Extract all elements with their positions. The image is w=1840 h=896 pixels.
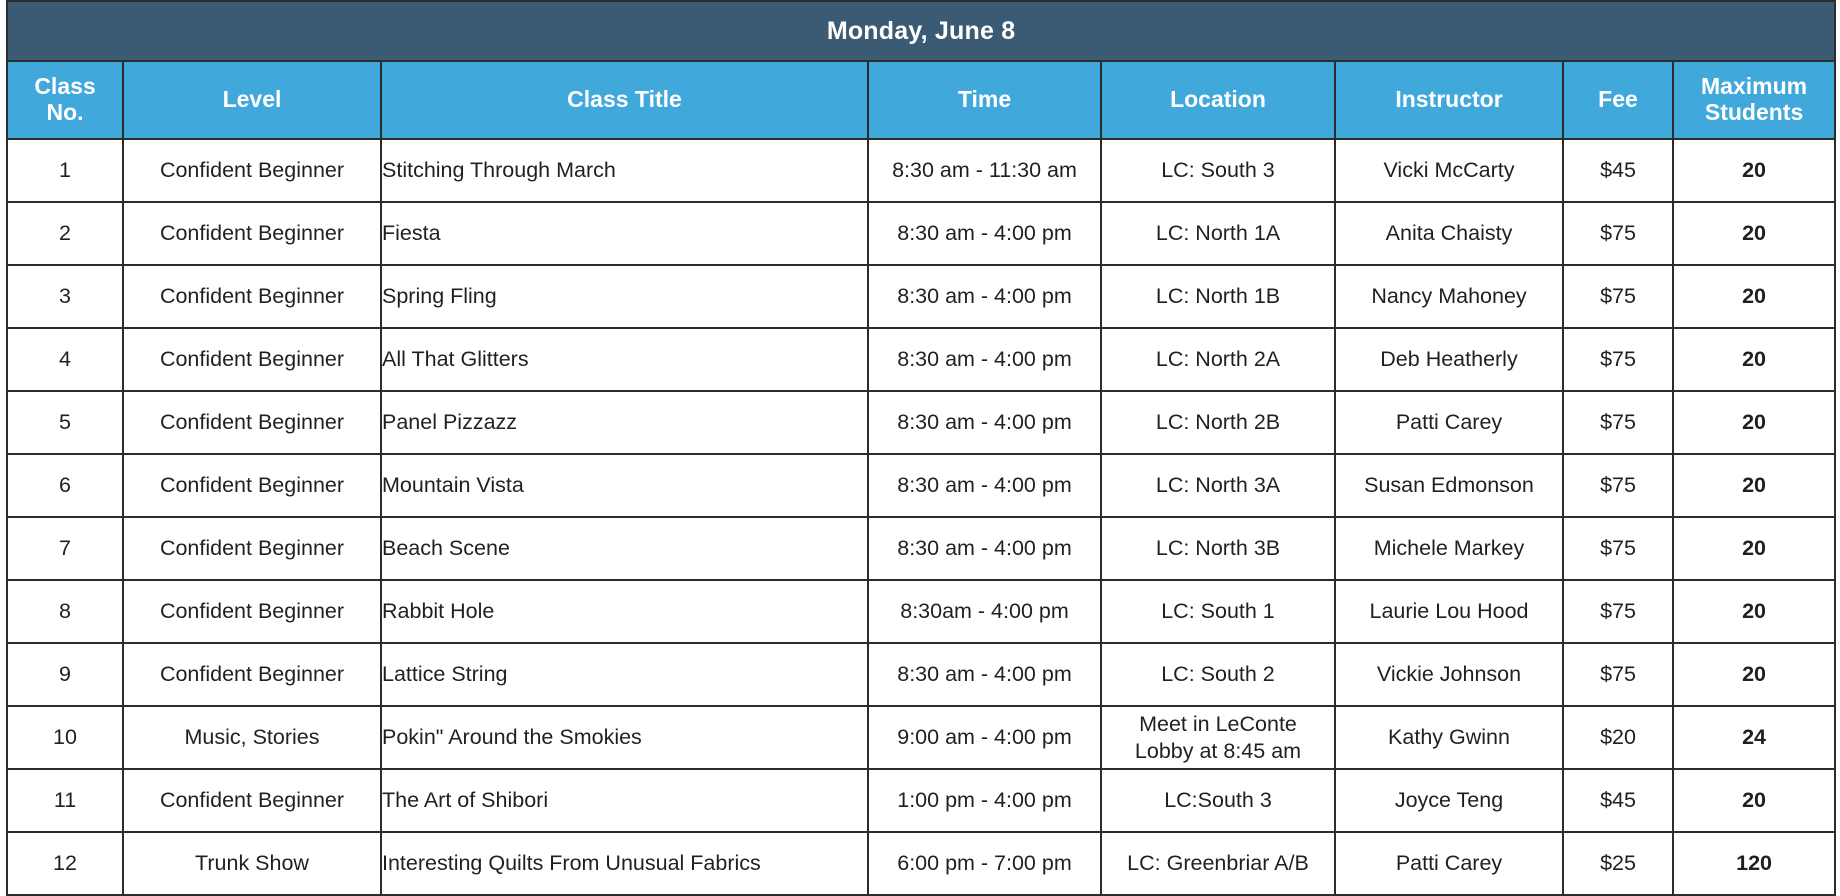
table-row bbox=[7, 328, 1835, 391]
cell-maximum-students: 20 bbox=[1673, 391, 1835, 454]
cell-level: Confident Beginner bbox=[123, 769, 381, 832]
cell-class-no: 6 bbox=[7, 454, 123, 517]
cell-time: 8:30 am - 4:00 pm bbox=[868, 265, 1101, 328]
table-row bbox=[7, 454, 1835, 517]
cell-class-no: 10 bbox=[7, 706, 123, 769]
cell-instructor: Vickie Johnson bbox=[1335, 643, 1563, 706]
column-header-time: Time bbox=[868, 61, 1101, 139]
cell-location: LC: Greenbriar A/B bbox=[1101, 832, 1335, 895]
cell-instructor: Kathy Gwinn bbox=[1335, 706, 1563, 769]
class-schedule-table bbox=[6, 0, 1836, 896]
cell-level: Trunk Show bbox=[123, 832, 381, 895]
cell-class-no: 12 bbox=[7, 832, 123, 895]
cell-class-title: Interesting Quilts From Unusual Fabrics bbox=[381, 832, 868, 895]
cell-maximum-students: 20 bbox=[1673, 202, 1835, 265]
column-header-class-title: Class Title bbox=[381, 61, 868, 139]
cell-maximum-students: 20 bbox=[1673, 769, 1835, 832]
cell-time: 8:30 am - 4:00 pm bbox=[868, 643, 1101, 706]
cell-fee: $45 bbox=[1563, 769, 1673, 832]
cell-location: LC: South 2 bbox=[1101, 643, 1335, 706]
cell-fee: $75 bbox=[1563, 580, 1673, 643]
cell-time: 1:00 pm - 4:00 pm bbox=[868, 769, 1101, 832]
cell-maximum-students: 20 bbox=[1673, 454, 1835, 517]
table-row bbox=[7, 139, 1835, 202]
table-row bbox=[7, 643, 1835, 706]
column-header-maximum-students: Maximum Students bbox=[1673, 61, 1835, 139]
cell-class-no: 1 bbox=[7, 139, 123, 202]
cell-level: Confident Beginner bbox=[123, 139, 381, 202]
table-row bbox=[7, 517, 1835, 580]
cell-instructor: Nancy Mahoney bbox=[1335, 265, 1563, 328]
column-header-instructor: Instructor bbox=[1335, 61, 1563, 139]
cell-class-no: 3 bbox=[7, 265, 123, 328]
table-row bbox=[7, 580, 1835, 643]
cell-location: LC: North 3A bbox=[1101, 454, 1335, 517]
cell-instructor: Michele Markey bbox=[1335, 517, 1563, 580]
cell-class-title: Rabbit Hole bbox=[381, 580, 868, 643]
cell-class-title: Mountain Vista bbox=[381, 454, 868, 517]
table-row bbox=[7, 265, 1835, 328]
cell-location: LC: North 3B bbox=[1101, 517, 1335, 580]
cell-location bbox=[1101, 706, 1335, 769]
column-header-fee: Fee bbox=[1563, 61, 1673, 139]
cell-fee: $75 bbox=[1563, 328, 1673, 391]
cell-maximum-students: 20 bbox=[1673, 139, 1835, 202]
cell-location: LC: North 1B bbox=[1101, 265, 1335, 328]
table-body bbox=[7, 139, 1835, 895]
cell-fee: $75 bbox=[1563, 202, 1673, 265]
cell-level: Confident Beginner bbox=[123, 643, 381, 706]
cell-instructor: Vicki McCarty bbox=[1335, 139, 1563, 202]
cell-level: Confident Beginner bbox=[123, 580, 381, 643]
cell-instructor: Susan Edmonson bbox=[1335, 454, 1563, 517]
cell-maximum-students: 20 bbox=[1673, 517, 1835, 580]
table-row bbox=[7, 769, 1835, 832]
cell-maximum-students: 20 bbox=[1673, 265, 1835, 328]
cell-time: 8:30 am - 4:00 pm bbox=[868, 391, 1101, 454]
cell-location: LC:South 3 bbox=[1101, 769, 1335, 832]
cell-location-line2: Lobby at 8:45 am bbox=[1134, 738, 1302, 763]
cell-location: LC: North 2B bbox=[1101, 391, 1335, 454]
cell-class-title: Stitching Through March bbox=[381, 139, 868, 202]
cell-instructor: Patti Carey bbox=[1335, 391, 1563, 454]
column-header-level: Level bbox=[123, 61, 381, 139]
cell-fee: $75 bbox=[1563, 265, 1673, 328]
cell-maximum-students: 24 bbox=[1673, 706, 1835, 769]
cell-location: LC: North 1A bbox=[1101, 202, 1335, 265]
cell-class-no: 8 bbox=[7, 580, 123, 643]
cell-level: Confident Beginner bbox=[123, 265, 381, 328]
cell-maximum-students: 120 bbox=[1673, 832, 1835, 895]
cell-fee: $45 bbox=[1563, 139, 1673, 202]
cell-class-title: Spring Fling bbox=[381, 265, 868, 328]
cell-instructor: Laurie Lou Hood bbox=[1335, 580, 1563, 643]
cell-class-no: 5 bbox=[7, 391, 123, 454]
cell-time: 8:30 am - 4:00 pm bbox=[868, 517, 1101, 580]
cell-level: Confident Beginner bbox=[123, 517, 381, 580]
cell-class-no: 7 bbox=[7, 517, 123, 580]
cell-time: 9:00 am - 4:00 pm bbox=[868, 706, 1101, 769]
cell-location-line1: Meet in LeConte bbox=[1139, 711, 1297, 736]
cell-class-title: Lattice String bbox=[381, 643, 868, 706]
cell-location: LC: South 1 bbox=[1101, 580, 1335, 643]
cell-instructor: Joyce Teng bbox=[1335, 769, 1563, 832]
column-header-location: Location bbox=[1101, 61, 1335, 139]
cell-class-title: Pokin" Around the Smokies bbox=[381, 706, 868, 769]
schedule-date-title: Monday, June 8 bbox=[7, 1, 1835, 61]
cell-class-title: Beach Scene bbox=[381, 517, 868, 580]
cell-class-no: 2 bbox=[7, 202, 123, 265]
cell-class-title: Fiesta bbox=[381, 202, 868, 265]
table-row bbox=[7, 391, 1835, 454]
table-header-row bbox=[7, 61, 1835, 139]
cell-class-no: 4 bbox=[7, 328, 123, 391]
cell-time: 8:30 am - 4:00 pm bbox=[868, 454, 1101, 517]
cell-fee: $20 bbox=[1563, 706, 1673, 769]
cell-time: 8:30 am - 4:00 pm bbox=[868, 202, 1101, 265]
cell-time: 8:30am - 4:00 pm bbox=[868, 580, 1101, 643]
cell-class-no: 11 bbox=[7, 769, 123, 832]
cell-instructor: Deb Heatherly bbox=[1335, 328, 1563, 391]
cell-level: Confident Beginner bbox=[123, 391, 381, 454]
table-row bbox=[7, 706, 1835, 769]
cell-fee: $75 bbox=[1563, 391, 1673, 454]
cell-fee: $25 bbox=[1563, 832, 1673, 895]
cell-time: 8:30 am - 11:30 am bbox=[868, 139, 1101, 202]
cell-level: Music, Stories bbox=[123, 706, 381, 769]
cell-maximum-students: 20 bbox=[1673, 643, 1835, 706]
column-header-class-no: Class No. bbox=[7, 61, 123, 139]
table-row bbox=[7, 832, 1835, 895]
cell-maximum-students: 20 bbox=[1673, 328, 1835, 391]
cell-instructor: Anita Chaisty bbox=[1335, 202, 1563, 265]
cell-class-title: The Art of Shibori bbox=[381, 769, 868, 832]
table-title-row bbox=[7, 1, 1835, 61]
cell-fee: $75 bbox=[1563, 643, 1673, 706]
cell-instructor: Patti Carey bbox=[1335, 832, 1563, 895]
cell-level: Confident Beginner bbox=[123, 454, 381, 517]
cell-level: Confident Beginner bbox=[123, 328, 381, 391]
cell-fee: $75 bbox=[1563, 517, 1673, 580]
cell-location: LC: North 2A bbox=[1101, 328, 1335, 391]
cell-level: Confident Beginner bbox=[123, 202, 381, 265]
cell-class-title: All That Glitters bbox=[381, 328, 868, 391]
cell-location: LC: South 3 bbox=[1101, 139, 1335, 202]
cell-maximum-students: 20 bbox=[1673, 580, 1835, 643]
cell-class-title: Panel Pizzazz bbox=[381, 391, 868, 454]
cell-time: 8:30 am - 4:00 pm bbox=[868, 328, 1101, 391]
table-row bbox=[7, 202, 1835, 265]
cell-fee: $75 bbox=[1563, 454, 1673, 517]
cell-class-no: 9 bbox=[7, 643, 123, 706]
cell-time: 6:00 pm - 7:00 pm bbox=[868, 832, 1101, 895]
